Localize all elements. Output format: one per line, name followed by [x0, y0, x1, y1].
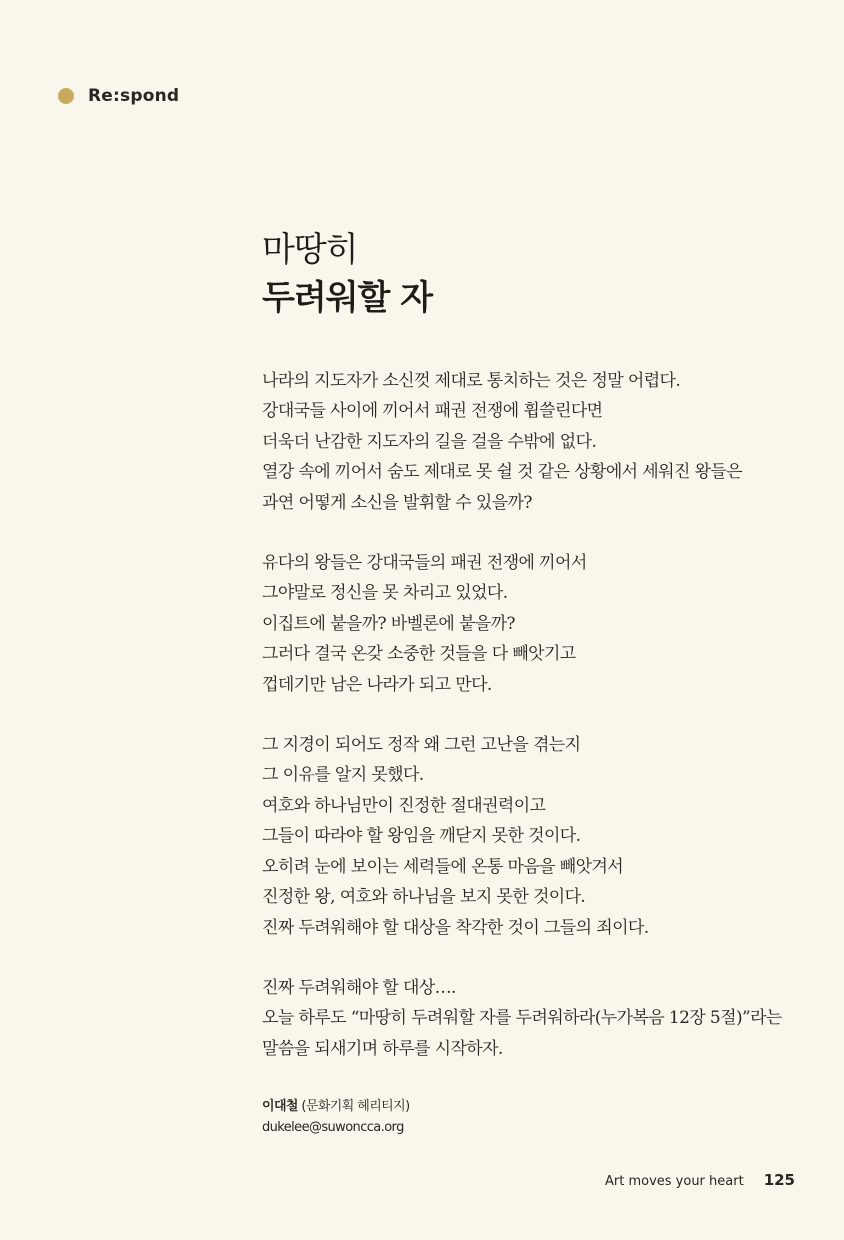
body-line: 유다의 왕들은 강대국들의 패권 전쟁에 끼어서 — [262, 553, 587, 574]
body-line: 그 지경이 되어도 정작 왜 그런 고난을 겪는지 — [262, 735, 581, 756]
body-line: 그들이 따라야 할 왕임을 깨닫지 못한 것이다. — [262, 826, 581, 847]
body-line: 말씀을 되새기며 하루를 시작하자. — [262, 1038, 503, 1059]
page-number: 125 — [763, 1171, 795, 1189]
author-email: dukelee@suwoncca.org — [262, 1120, 404, 1135]
page-footer — [605, 1171, 795, 1189]
article-title — [262, 226, 432, 322]
body-line: 그야말로 정신을 못 차리고 있었다. — [262, 583, 508, 604]
body-line: 오히려 눈에 보이는 세력들에 온통 마음을 빼앗겨서 — [262, 856, 624, 877]
author-credit — [262, 1096, 410, 1138]
body-line: 더욱더 난감한 지도자의 길을 걸을 수밖에 없다. — [262, 431, 597, 452]
body-line: 과연 어떻게 소신을 발휘할 수 있을까? — [262, 492, 532, 513]
body-line: 이집트에 붙을까? 바벨론에 붙을까? — [262, 613, 515, 634]
section-label: Re:spond — [88, 86, 180, 106]
body-line: 나라의 지도자가 소신껏 제대로 통치하는 것은 정말 어렵다. — [262, 371, 681, 391]
article-body — [262, 366, 822, 1064]
author-name: 이대철 — [262, 1099, 298, 1114]
section-tag — [58, 86, 179, 106]
body-line: 그 이유를 알지 못했다. — [262, 765, 424, 786]
title-line-1: 마땅히 — [262, 230, 358, 270]
body-line: 그러다 결국 온갖 소중한 것들을 다 빼앗기고 — [262, 644, 576, 665]
body-line: 여호와 하나님만이 진정한 절대권력이고 — [262, 795, 546, 816]
title-line-2: 두려워할 자 — [262, 278, 433, 318]
footer-slogan: Art moves your heart — [604, 1174, 744, 1189]
stanza — [262, 973, 822, 1064]
stanza — [262, 548, 822, 700]
author-line — [262, 1096, 410, 1117]
body-line: 열강 속에 끼어서 숨도 제대로 못 쉴 것 같은 상황에서 세워진 왕들은 — [262, 462, 743, 483]
body-line: 껍데기만 남은 나라가 되고 만다. — [262, 674, 492, 695]
body-line: 강대국들 사이에 끼어서 패권 전쟁에 휩쓸린다면 — [262, 401, 603, 422]
section-dot-icon — [58, 88, 74, 104]
body-line: 진짜 두려워해야 할 대상…. — [262, 977, 456, 998]
stanza — [262, 366, 822, 518]
author-role: (문화기획 헤리티지) — [301, 1099, 410, 1114]
stanza — [262, 730, 822, 943]
body-line: 진정한 왕, 여호와 하나님을 보지 못한 것이다. — [262, 887, 586, 908]
body-line: 진짜 두려워해야 할 대상을 착각한 것이 그들의 죄이다. — [262, 917, 649, 938]
body-line: 오늘 하루도 “마땅히 두려워할 자를 두려워하라(누가복음 12장 5절)”라는 — [262, 1008, 782, 1029]
